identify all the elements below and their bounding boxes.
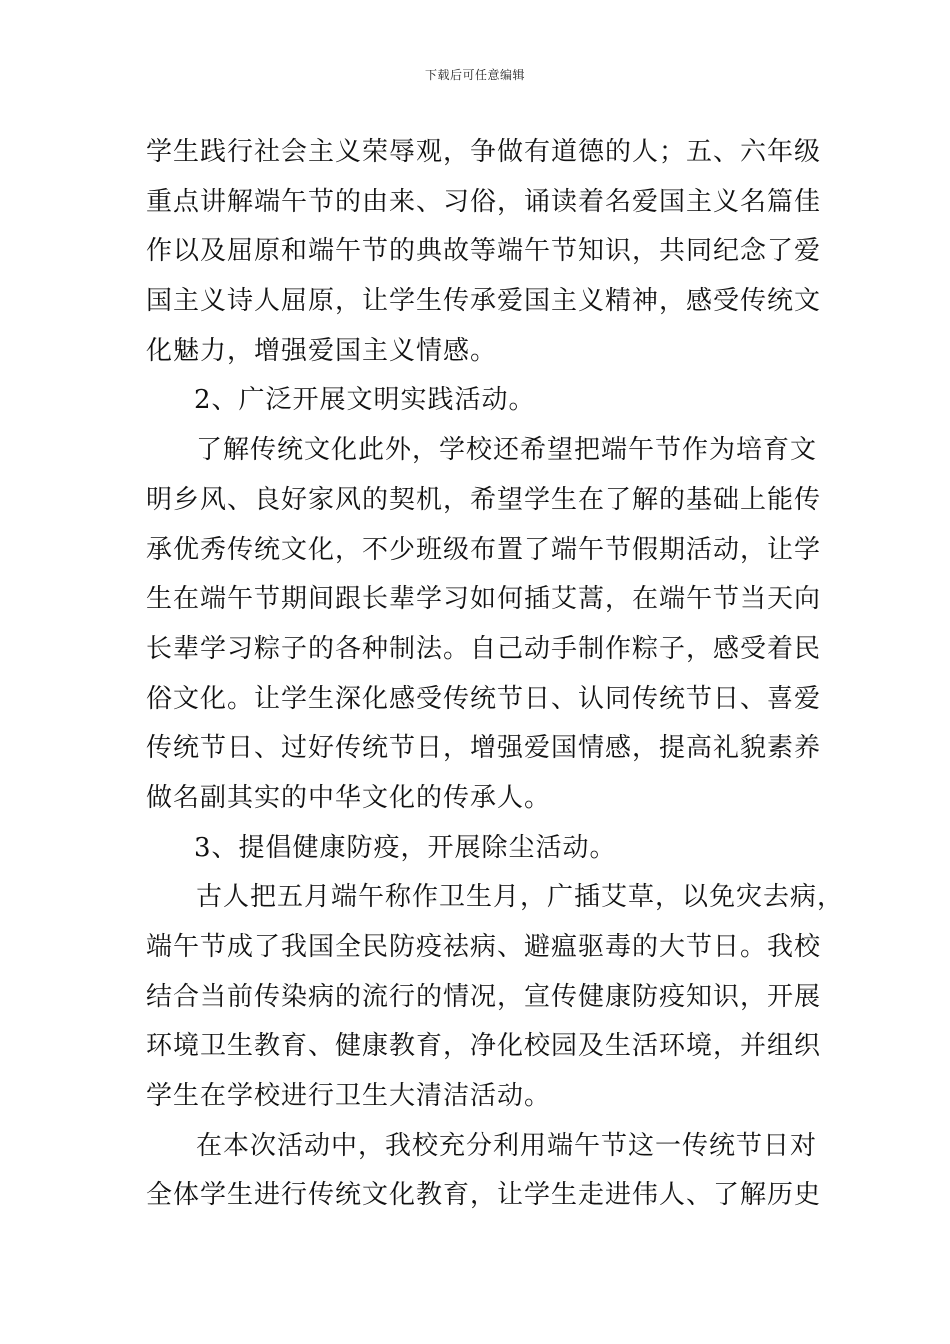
text-line: 结合当前传染病的流行的情况，宣传健康防疫知识，开展 [146, 981, 822, 1012]
text-line: 国主义诗人屈原，让学生传承爱国主义精神，感受传统文 [146, 286, 822, 317]
text-line: 长辈学习粽子的各种制法。自己动手制作粽子，感受着民 [146, 633, 822, 664]
text-line: 俗文化。让学生深化感受传统节日、认同传统节日、喜爱 [146, 683, 822, 714]
page-header-note: 下载后可任意编辑 [424, 68, 525, 82]
text-line: 学生在学校进行卫生大清洁活动。 [146, 1081, 552, 1112]
text-line: 做名副其实的中华文化的传承人。 [146, 782, 552, 813]
text-line: 重点讲解端午节的由来、习俗，诵读着名爱国主义名篇佳 [146, 186, 822, 217]
paragraph-start: 了解传统文化此外，学校还希望把端午节作为培育文 [196, 435, 818, 466]
text-line: 传统节日、过好传统节日，增强爱国情感，提高礼貌素养 [146, 733, 822, 764]
paragraph-start: 在本次活动中，我校充分利用端午节这一传统节日对 [196, 1130, 818, 1161]
text-line: 承优秀传统文化，不少班级布置了端午节假期活动，让学 [146, 534, 822, 565]
document-body [146, 128, 845, 1221]
text-line: 明乡风、良好家风的契机，希望学生在了解的基础上能传 [146, 484, 822, 515]
paragraph-start: 古人把五月端午称作卫生月，广插艾草，以免灾去病， [196, 882, 845, 913]
text-line: 全体学生进行传统文化教育，让学生走进伟人、了解历史 [146, 1180, 822, 1211]
text-line: 端午节成了我国全民防疫祛病、避瘟驱毒的大节日。我校 [146, 932, 822, 962]
text-line: 化魅力，增强爱国主义情感。 [146, 335, 498, 366]
text-line: 作以及屈原和端午节的典故等端午节知识，共同纪念了爱 [146, 236, 822, 267]
text-line: 学生践行社会主义荣辱观，争做有道德的人；五、六年级 [146, 137, 822, 167]
section-heading: 2、广泛开展文明实践活动。 [194, 385, 536, 416]
section-heading: 3、提倡健康防疫，开展除尘活动。 [194, 832, 617, 863]
text-line: 环境卫生教育、健康教育，净化校园及生活环境，并组织 [146, 1031, 822, 1062]
text-line: 生在端午节期间跟长辈学习如何插艾蒿，在端午节当天向 [146, 584, 822, 615]
